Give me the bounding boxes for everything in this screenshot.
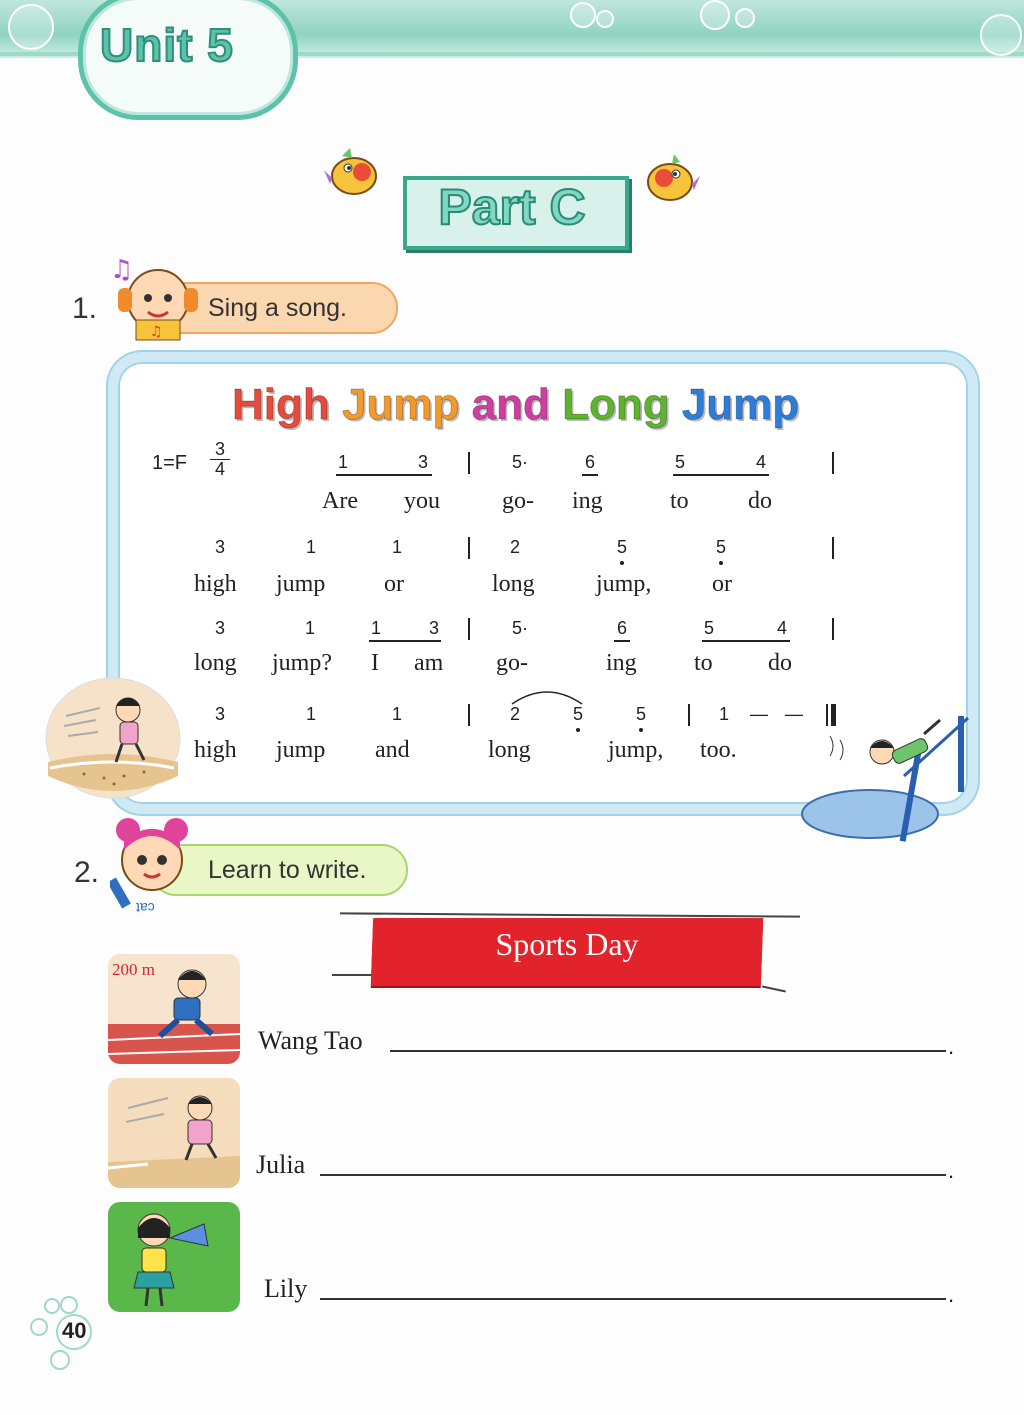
distance-label: 200 m — [112, 960, 155, 979]
bubble-decoration — [44, 1298, 60, 1314]
low-octave-dot — [639, 728, 643, 732]
unit-label: Unit 5 — [100, 19, 234, 71]
note-dash: — — [785, 704, 803, 724]
song-title-word: and — [471, 380, 550, 429]
lyric: I — [371, 650, 379, 676]
note-dash: — — [750, 704, 768, 724]
note: 6 — [584, 452, 595, 472]
note: 4 — [776, 618, 787, 638]
svg-text:♫: ♫ — [150, 324, 163, 340]
lyric: am — [414, 650, 444, 676]
running-boy-icon — [108, 954, 240, 1064]
barline — [468, 704, 470, 726]
section-number: 2. — [74, 856, 100, 889]
lyric: do — [748, 488, 772, 514]
lyric: jump, — [608, 737, 664, 763]
lyric: too. — [700, 737, 737, 763]
part-title: Part C — [438, 179, 586, 235]
slur — [508, 686, 586, 706]
bubble-decoration — [735, 8, 755, 28]
note: 3 — [214, 618, 225, 638]
lyric: ing — [572, 488, 603, 514]
lyric: jump, — [596, 571, 652, 597]
time-signature-top: 3 — [214, 439, 225, 459]
banner-line — [332, 974, 372, 976]
lyric: high — [194, 737, 237, 763]
writing-line[interactable] — [320, 1298, 946, 1300]
note: 3 — [417, 452, 428, 472]
note: 3 — [428, 618, 439, 638]
song-title — [232, 380, 799, 430]
note: 1 — [391, 537, 402, 557]
note: 5 — [715, 537, 726, 557]
bubble-decoration — [50, 1350, 70, 1370]
bubble-decoration — [8, 4, 54, 50]
bird-icon — [322, 148, 384, 200]
barline — [468, 618, 470, 640]
beam — [673, 474, 769, 476]
lyric: long — [492, 571, 535, 597]
song-title-word: Long — [562, 380, 670, 429]
lyric: to — [694, 650, 713, 676]
lyric: or — [384, 571, 404, 597]
note: 1 — [337, 452, 348, 472]
beam — [582, 474, 598, 476]
note: 1 — [370, 618, 381, 638]
high-jump-picture — [800, 706, 976, 846]
lyric: to — [670, 488, 689, 514]
writing-line[interactable] — [320, 1174, 946, 1176]
barline — [832, 452, 834, 474]
bubble-decoration — [60, 1296, 78, 1314]
bubble-decoration — [700, 0, 730, 30]
low-octave-dot — [620, 561, 624, 565]
instruction-text: Learn to write. — [208, 855, 367, 884]
banner-line — [340, 912, 800, 917]
note: 3 — [214, 537, 225, 557]
long-jump-picture — [44, 676, 182, 800]
time-signature — [210, 440, 230, 479]
note: 2 — [509, 537, 520, 557]
song-title-word: High — [232, 380, 330, 429]
lyric: jump? — [272, 650, 332, 676]
student-name: Julia — [256, 1150, 306, 1179]
student-name: Lily — [264, 1274, 308, 1303]
period: . — [948, 1282, 955, 1307]
note: 5 — [635, 704, 646, 724]
bubble-decoration — [980, 14, 1022, 56]
barline — [832, 618, 834, 640]
note: 5 — [616, 537, 627, 557]
note: 5 — [674, 452, 685, 472]
note: 1 — [304, 618, 315, 638]
low-octave-dot — [576, 728, 580, 732]
period: . — [948, 1034, 955, 1059]
lyric: jump — [276, 571, 326, 597]
lyric: or — [712, 571, 732, 597]
lyric: Are — [322, 488, 358, 514]
writing-line[interactable] — [390, 1050, 946, 1052]
long-jump-girl-icon — [108, 1078, 240, 1188]
note: 1 — [718, 704, 729, 724]
bubble-decoration — [570, 2, 596, 28]
period: . — [948, 1158, 955, 1183]
cheering-girl-picture — [108, 1202, 240, 1312]
barline — [832, 537, 834, 559]
beam — [336, 474, 432, 476]
lyric: long — [194, 650, 237, 676]
note: 1 — [305, 704, 316, 724]
banner-line — [762, 986, 786, 992]
beam — [614, 640, 630, 642]
low-octave-dot — [719, 561, 723, 565]
svg-text:♫: ♫ — [110, 255, 134, 285]
bubble-decoration — [30, 1318, 48, 1336]
note: 5· — [511, 452, 528, 472]
bird-icon — [640, 154, 702, 206]
song-title-word: Jump — [681, 380, 800, 429]
headphones-girl-icon — [108, 250, 208, 342]
section-number: 1. — [72, 292, 98, 325]
sports-day-title: Sports Day — [495, 926, 639, 962]
beam — [369, 640, 441, 642]
lyric: go- — [502, 488, 534, 514]
note: 4 — [755, 452, 766, 472]
lyric: long — [488, 737, 531, 763]
cheering-girl-icon — [108, 1202, 240, 1312]
running-boy-picture — [108, 954, 240, 1064]
note: 5 — [703, 618, 714, 638]
lyric: go- — [496, 650, 528, 676]
lyric: jump — [276, 737, 326, 763]
barline — [468, 537, 470, 559]
lyric: you — [404, 488, 440, 514]
long-jump-girl-picture — [108, 1078, 240, 1188]
cap-text: cat — [136, 900, 155, 916]
bubble-decoration — [596, 10, 614, 28]
note: 5· — [511, 618, 528, 638]
song-key: 1=F — [152, 452, 188, 474]
lyric: ing — [606, 650, 637, 676]
student-name: Wang Tao — [258, 1026, 363, 1055]
lyric: high — [194, 571, 237, 597]
time-signature-bottom: 4 — [210, 459, 230, 479]
lyric: and — [375, 737, 410, 763]
barline — [688, 704, 690, 726]
note: 2 — [509, 704, 520, 724]
song-title-word: Jump — [342, 380, 460, 429]
note: 1 — [391, 704, 402, 724]
page-number: 40 — [62, 1318, 87, 1343]
note: 1 — [305, 537, 316, 557]
beam — [702, 640, 790, 642]
barline — [468, 452, 470, 474]
note: 6 — [616, 618, 627, 638]
note: 5 — [572, 704, 583, 724]
instruction-text: Sing a song. — [208, 293, 347, 322]
note: 3 — [214, 704, 225, 724]
lyric: do — [768, 650, 792, 676]
